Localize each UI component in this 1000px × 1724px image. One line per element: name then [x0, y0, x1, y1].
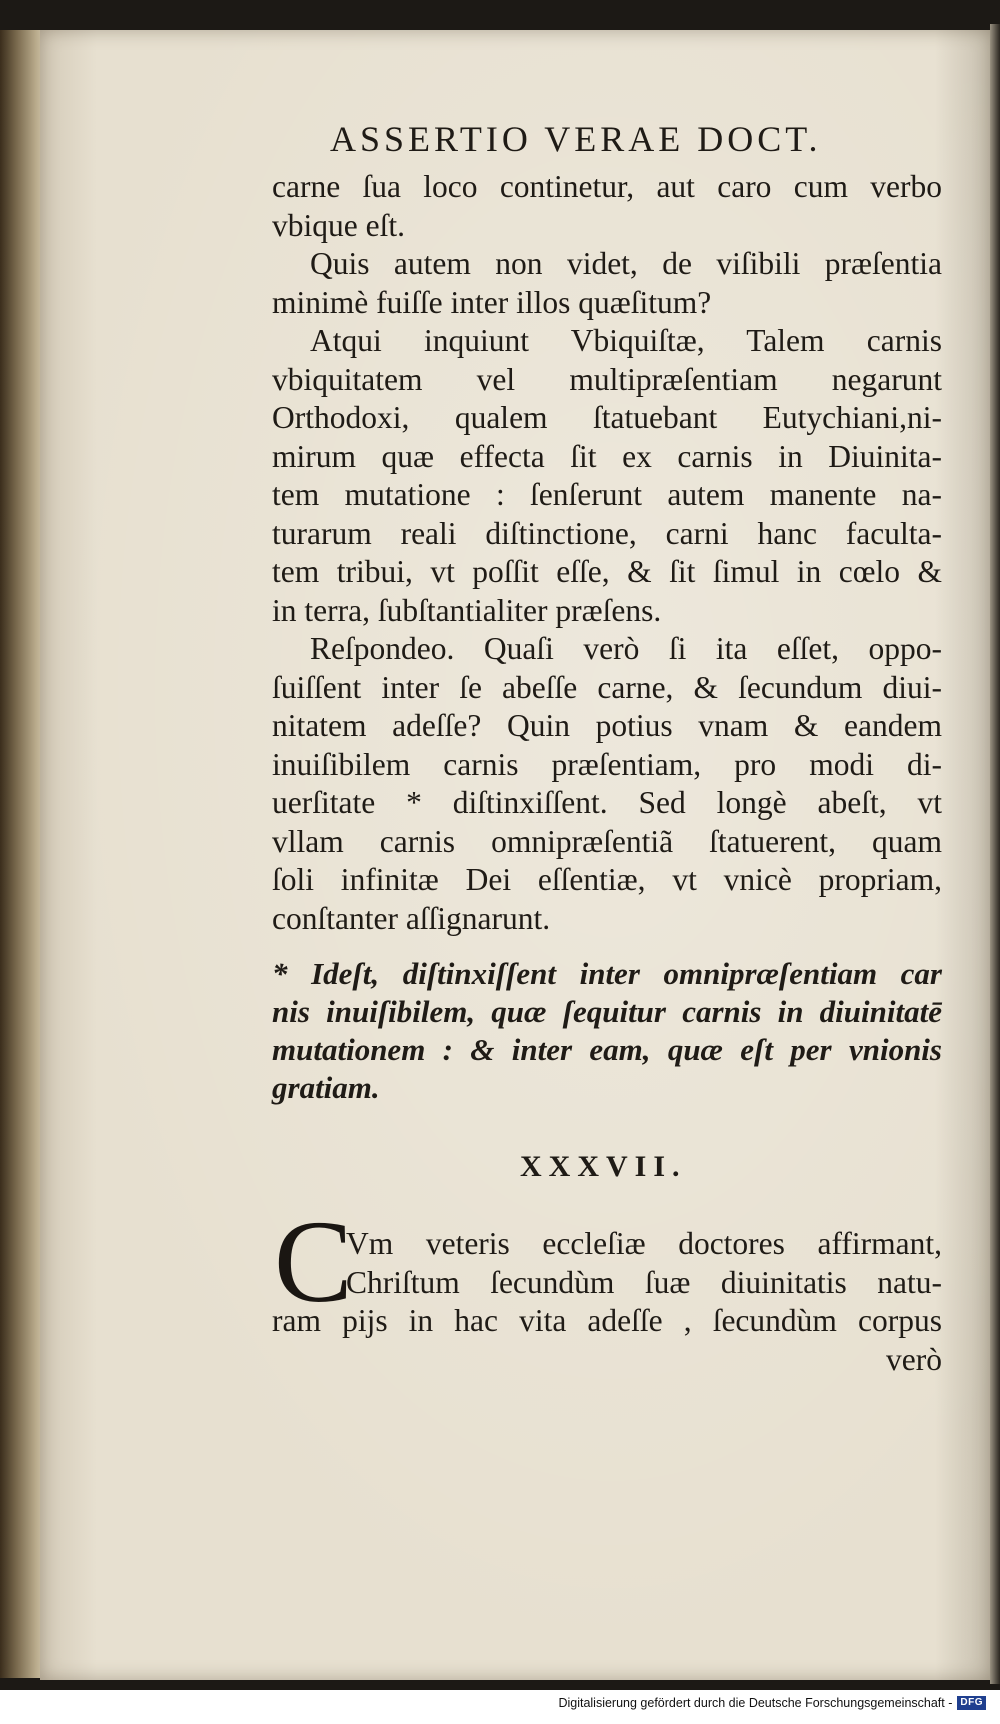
- text-line: turarum reali diſtinctione, carni hanc faculta-: [272, 515, 942, 551]
- digitization-credit: [558, 1696, 986, 1710]
- paragraph-respondeo: [272, 630, 942, 938]
- drop-cap: C: [274, 1196, 353, 1327]
- text-line: vbique eſt.: [272, 207, 405, 243]
- text-line: inuiſibilem carnis præſentiam, pro modi di-: [272, 746, 942, 782]
- text-line: vbiquitatem vel multipræſentiam negarunt: [272, 361, 942, 397]
- text-line: carne ſua loco continetur, aut caro cum verbo: [272, 169, 942, 204]
- text-line: ram pijs in hac vita adeſſe , ſecundùm corpus: [272, 1303, 942, 1338]
- footnote: [272, 955, 942, 1107]
- footnote-line: mutationem : & inter eam, quæ eſt per vnionis: [272, 1032, 942, 1067]
- text-line: ſoli infinitæ Dei eſſentiæ, vt vnicè propriam,: [272, 862, 942, 897]
- text-line: Chriſtum ſecundùm ſuæ diuinitatis natu-: [346, 1264, 942, 1300]
- footnote-line: * Ideſt, diſtinxiſſent inter omnipræſentiam car: [272, 956, 942, 991]
- paragraph-atqui: [272, 322, 942, 630]
- credit-text: Digitalisierung gefördert durch die Deutsche Forschungsgemeinschaft -: [558, 1696, 953, 1710]
- catchword: verò: [886, 1341, 942, 1377]
- section-paragraph-opening: [346, 1225, 942, 1302]
- text-line: tem tribui, vt poſſit eſſe, & ſit ſimul in cœlo &: [272, 554, 942, 589]
- text-line: Quis autem non videt, de viſibili præſentia: [310, 246, 942, 281]
- footnote-line: gratiam.: [272, 1070, 380, 1105]
- text-line: Reſpondeo. Quaſi verò ſi ita eſſet, oppo-: [310, 631, 942, 666]
- dfg-logo: DFG: [957, 1696, 986, 1710]
- section-paragraph-continuation: [272, 1302, 942, 1379]
- text-line: minimè fuiſſe inter illos quæſitum?: [272, 284, 712, 320]
- page-right-edge: [990, 24, 1000, 1684]
- text-line: uerſitate * diſtinxiſſent. Sed longè abeſt, vt: [272, 785, 942, 820]
- footnote-line: nis inuiſibilem, quæ ſequitur carnis in diuinitatē: [272, 994, 942, 1029]
- text-line: ſuiſſent inter ſe abeſſe carne, & ſecundum diui-: [272, 669, 942, 705]
- paragraph-quis-autem: [272, 245, 942, 322]
- text-line: mirum quæ effecta ſit ex carnis in Diuinita-: [272, 438, 942, 474]
- text-line: nitatem adeſſe? Quin potius vnam & eandem: [272, 708, 942, 743]
- text-line: Orthodoxi, qualem ſtatuebant Eutychiani,ni-: [272, 400, 942, 435]
- text-line: Atqui inquiunt Vbiquiſtæ, Talem carnis: [310, 323, 942, 358]
- text-line: in terra, ſubſtantialiter præſens.: [272, 592, 662, 628]
- paragraph-continuation: [272, 168, 942, 245]
- text-line: conſtanter aſſignarunt.: [272, 900, 551, 936]
- text-line: vllam carnis omnipræſentiã ſtatuerent, quam: [272, 823, 942, 859]
- text-line: tem mutatione : ſenſerunt autem manente na-: [272, 477, 942, 512]
- section-number: XXXVII.: [520, 1150, 687, 1183]
- running-header: ASSERTIO VERAE DOCT.: [330, 119, 822, 159]
- text-line: Vm veteris eccleſiæ doctores affirmant,: [346, 1226, 942, 1261]
